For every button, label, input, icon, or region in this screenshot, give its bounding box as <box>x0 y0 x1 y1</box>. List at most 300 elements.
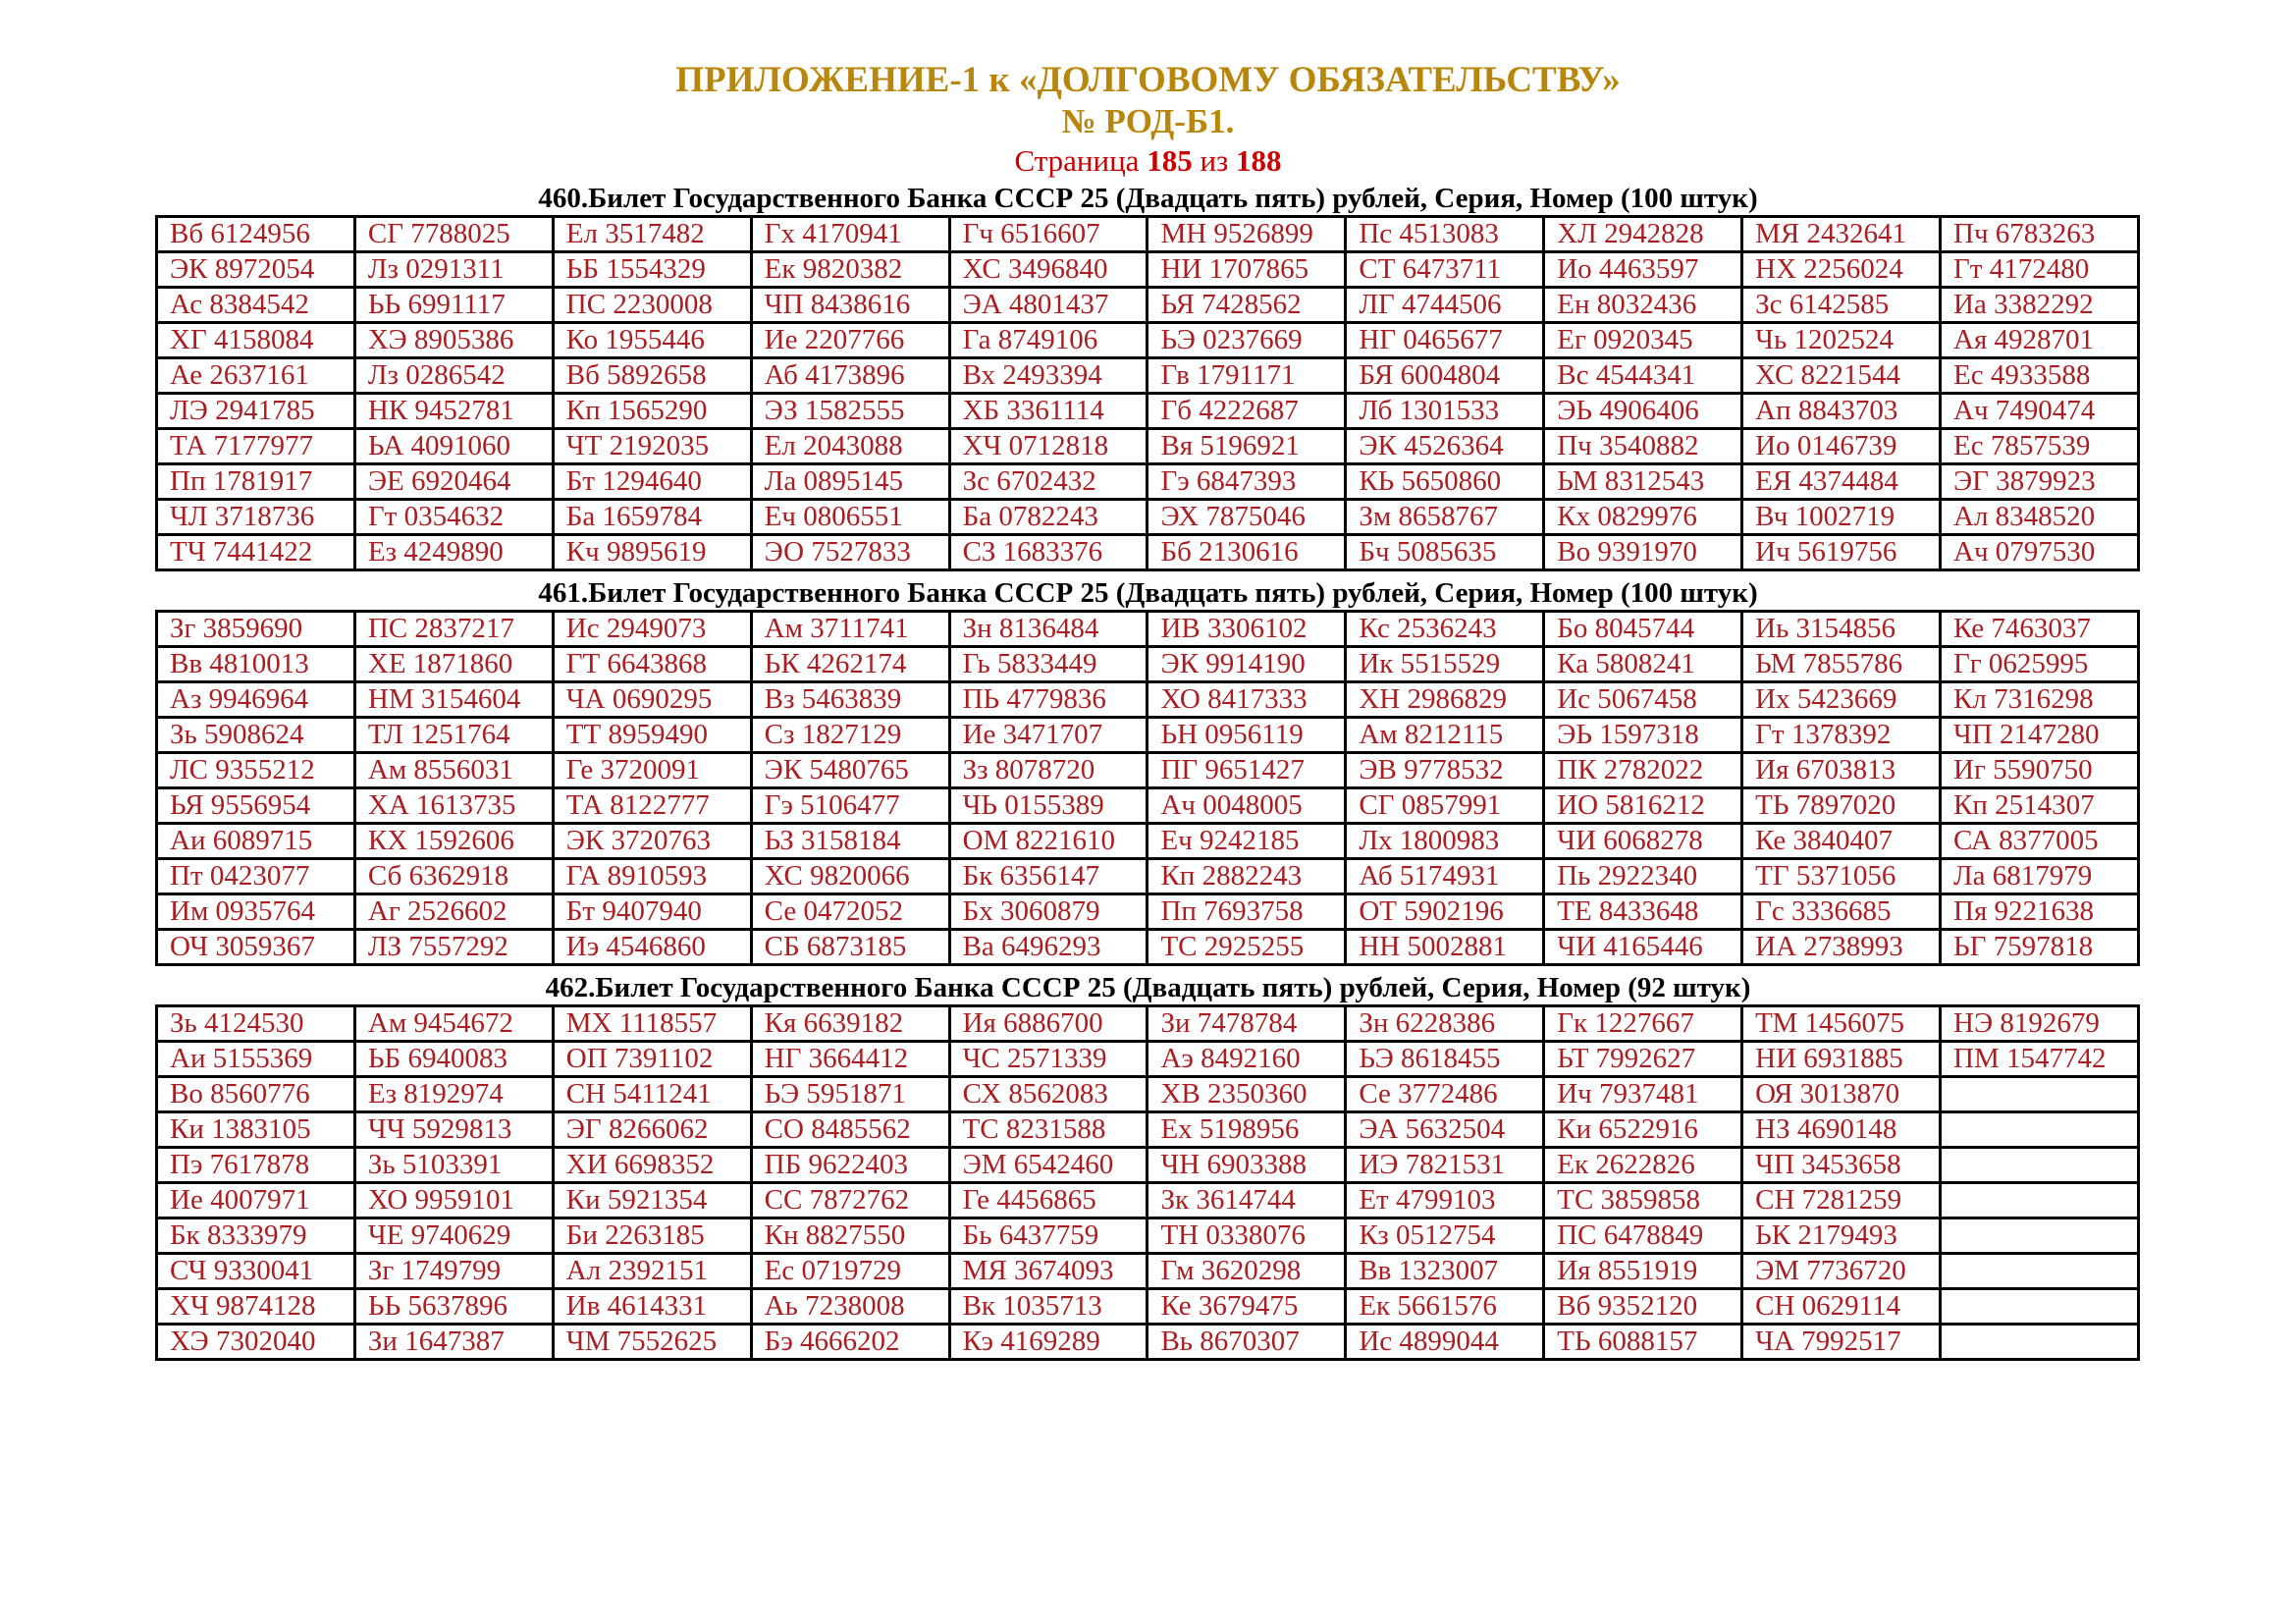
serial-cell: ЬЯ 7428562 <box>1148 288 1346 323</box>
serial-cell: Ис 2949073 <box>553 612 751 647</box>
serial-cell <box>1941 1148 2139 1183</box>
serial-cell: Чь 1202524 <box>1742 323 1941 358</box>
table-row <box>157 464 2139 500</box>
serial-cell: ЬЗ 3158184 <box>751 824 949 859</box>
serial-cell: ЭО 7527833 <box>751 535 949 570</box>
serial-cell: Их 5423669 <box>1742 682 1941 718</box>
serial-cell: Зн 6228386 <box>1346 1006 1544 1042</box>
table-row <box>157 1112 2139 1148</box>
serial-cell: Зь 4124530 <box>157 1006 355 1042</box>
serial-cell: Иь 3154856 <box>1742 612 1941 647</box>
serial-cell: Ба 0782243 <box>949 500 1148 535</box>
serial-cell: Вб 5892658 <box>553 358 751 394</box>
serial-cell: ЧЬ 0155389 <box>949 788 1148 824</box>
serial-cell: Ез 4249890 <box>354 535 553 570</box>
serial-cell: Се 3772486 <box>1346 1077 1544 1112</box>
serial-cell: Ас 8384542 <box>157 288 355 323</box>
serial-cell: Ич 5619756 <box>1742 535 1941 570</box>
serial-cell: Во 9391970 <box>1544 535 1742 570</box>
section-460 <box>0 183 2296 571</box>
serial-cell: ЧЛ 3718736 <box>157 500 355 535</box>
serial-cell: Ач 7490474 <box>1941 394 2139 429</box>
serial-cell: НМ 3154604 <box>354 682 553 718</box>
serial-cell: ЧП 2147280 <box>1941 718 2139 753</box>
serial-cell: ХЕ 1871860 <box>354 647 553 682</box>
table-row <box>157 217 2139 252</box>
serial-cell: Ие 4007971 <box>157 1183 355 1218</box>
serial-cell: Ал 8348520 <box>1941 500 2139 535</box>
serial-cell: Зк 3614744 <box>1148 1183 1346 1218</box>
table-row <box>157 358 2139 394</box>
serial-cell: ХО 8417333 <box>1148 682 1346 718</box>
serial-cell: ПС 2230008 <box>553 288 751 323</box>
serial-cell: ЭЬ 4906406 <box>1544 394 1742 429</box>
serial-cell: Гг 0625995 <box>1941 647 2139 682</box>
serial-cell: ХЭ 8905386 <box>354 323 553 358</box>
serial-cell: МЯ 3674093 <box>949 1254 1148 1289</box>
serial-cell: Зз 8078720 <box>949 753 1148 788</box>
serial-cell: ПГ 9651427 <box>1148 753 1346 788</box>
serial-cell: Вв 4810013 <box>157 647 355 682</box>
serial-cell: СО 8485562 <box>751 1112 949 1148</box>
serial-cell <box>1941 1254 2139 1289</box>
serial-cell: Зс 6142585 <box>1742 288 1941 323</box>
serial-cell: Иг 5590750 <box>1941 753 2139 788</box>
serial-cell: Лх 1800983 <box>1346 824 1544 859</box>
serial-cell: Ач 0048005 <box>1148 788 1346 824</box>
serial-cell: Зи 7478784 <box>1148 1006 1346 1042</box>
serial-cell: Гэ 6847393 <box>1148 464 1346 500</box>
serial-cell: СН 0629114 <box>1742 1289 1941 1325</box>
serial-cell: ЬМ 7855786 <box>1742 647 1941 682</box>
section-title-462: 462.Билет Государственного Банка СССР 25 (Двадцать пять) рублей, Серия, Номер (92 штук) <box>545 972 1751 1003</box>
serial-cell: ИЭ 7821531 <box>1346 1148 1544 1183</box>
serial-cell: ХВ 2350360 <box>1148 1077 1346 1112</box>
table-row <box>157 930 2139 965</box>
serial-cell: Кя 6639182 <box>751 1006 949 1042</box>
serial-cell: ЭМ 7736720 <box>1742 1254 1941 1289</box>
serial-cell: Бк 6356147 <box>949 859 1148 894</box>
serial-cell: ЬН 0956119 <box>1148 718 1346 753</box>
serial-cell: Зь 5103391 <box>354 1148 553 1183</box>
serial-cell: Зь 5908624 <box>157 718 355 753</box>
serial-cell: ОМ 8221610 <box>949 824 1148 859</box>
serial-cell: ЬМ 8312543 <box>1544 464 1742 500</box>
serial-cell: Ба 1659784 <box>553 500 751 535</box>
serial-cell: Пп 1781917 <box>157 464 355 500</box>
serial-cell: ЭГ 8266062 <box>553 1112 751 1148</box>
serial-cell: Ех 5198956 <box>1148 1112 1346 1148</box>
serial-cell: Бт 9407940 <box>553 894 751 930</box>
serial-cell <box>1941 1112 2139 1148</box>
table-row <box>157 824 2139 859</box>
serial-cell: СЗ 1683376 <box>949 535 1148 570</box>
serial-cell: Пч 3540882 <box>1544 429 1742 464</box>
serial-cell: ХГ 4158084 <box>157 323 355 358</box>
serial-cell: ОЯ 3013870 <box>1742 1077 1941 1112</box>
serial-cell: Ко 1955446 <box>553 323 751 358</box>
serial-cell: Вс 4544341 <box>1544 358 1742 394</box>
serial-cell: Га 8749106 <box>949 323 1148 358</box>
serial-cell: Ек 2622826 <box>1544 1148 1742 1183</box>
serial-cell: Ич 7937481 <box>1544 1077 1742 1112</box>
serial-cell: СН 5411241 <box>553 1077 751 1112</box>
serial-cell: СТ 6473711 <box>1346 252 1544 288</box>
serial-cell: Ам 9454672 <box>354 1006 553 1042</box>
serial-cell <box>1941 1289 2139 1325</box>
serial-cell: Аи 5155369 <box>157 1042 355 1077</box>
serial-cell: ПС 6478849 <box>1544 1218 1742 1254</box>
table-row <box>157 718 2139 753</box>
serial-cell: НГ 0465677 <box>1346 323 1544 358</box>
serial-cell: ЭЕ 6920464 <box>354 464 553 500</box>
serial-cell: Вя 5196921 <box>1148 429 1346 464</box>
serial-cell: ЭА 5632504 <box>1346 1112 1544 1148</box>
serial-cell: ТН 0338076 <box>1148 1218 1346 1254</box>
serial-cell: Кч 9895619 <box>553 535 751 570</box>
serial-cell: ЭМ 6542460 <box>949 1148 1148 1183</box>
serial-cell: Ие 2207766 <box>751 323 949 358</box>
serial-cell: ЬЯ 9556954 <box>157 788 355 824</box>
serial-cell: ОП 7391102 <box>553 1042 751 1077</box>
serial-cell: Пт 0423077 <box>157 859 355 894</box>
serial-cell: ЧА 7992517 <box>1742 1325 1941 1360</box>
serial-cell: ТТ 8959490 <box>553 718 751 753</box>
serial-cell: Кэ 4169289 <box>949 1325 1148 1360</box>
serial-cell: ХС 8221544 <box>1742 358 1941 394</box>
serial-cell: Вв 1323007 <box>1346 1254 1544 1289</box>
table-row <box>157 288 2139 323</box>
serial-cell: Иа 3382292 <box>1941 288 2139 323</box>
page-indicator-separator: из <box>1200 143 1229 178</box>
serial-cell: Вч 1002719 <box>1742 500 1941 535</box>
table-row <box>157 1148 2139 1183</box>
serial-cell: Гт 1378392 <box>1742 718 1941 753</box>
serial-cell: ЧИ 6068278 <box>1544 824 1742 859</box>
serial-cell: Бб 2130616 <box>1148 535 1346 570</box>
table-row <box>157 1006 2139 1042</box>
serial-cell: ХЛ 2942828 <box>1544 217 1742 252</box>
serial-cell: ЬЭ 8618455 <box>1346 1042 1544 1077</box>
serial-cell: ЭК 9914190 <box>1148 647 1346 682</box>
serial-cell: Еч 0806551 <box>751 500 949 535</box>
serial-cell: Ио 0146739 <box>1742 429 1941 464</box>
serial-cell: Ла 6817979 <box>1941 859 2139 894</box>
serial-cell: ЬГ 7597818 <box>1941 930 2139 965</box>
serial-cell: Иэ 4546860 <box>553 930 751 965</box>
serial-cell: Кх 0829976 <box>1544 500 1742 535</box>
serial-cell: Бь 6437759 <box>949 1218 1148 1254</box>
serial-cell: ПК 2782022 <box>1544 753 1742 788</box>
serial-cell: ЬЬ 6991117 <box>354 288 553 323</box>
serial-cell: Ес 4933588 <box>1941 358 2139 394</box>
serial-cell: Ек 5661576 <box>1346 1289 1544 1325</box>
serial-cell: ТГ 5371056 <box>1742 859 1941 894</box>
serial-cell: Гт 0354632 <box>354 500 553 535</box>
document-title: ПРИЛОЖЕНИЕ-1 к «ДОЛГОВОМУ ОБЯЗАТЕЛЬСТВУ» <box>675 60 1621 100</box>
serial-cell: Гс 3336685 <box>1742 894 1941 930</box>
serial-cell: Ек 9820382 <box>751 252 949 288</box>
serial-cell: МХ 1118557 <box>553 1006 751 1042</box>
serial-cell: ТС 2925255 <box>1148 930 1346 965</box>
serial-cell: ЧИ 4165446 <box>1544 930 1742 965</box>
table-row <box>157 1254 2139 1289</box>
serial-cell: СГ 0857991 <box>1346 788 1544 824</box>
serial-cell: Бэ 4666202 <box>751 1325 949 1360</box>
serial-cell: Вь 8670307 <box>1148 1325 1346 1360</box>
serial-cell: Кл 7316298 <box>1941 682 2139 718</box>
serial-cell <box>1941 1218 2139 1254</box>
table-row <box>157 252 2139 288</box>
serial-cell: Лз 0291311 <box>354 252 553 288</box>
table-row <box>157 535 2139 570</box>
serial-cell: ЬК 4262174 <box>751 647 949 682</box>
serial-cell: Гэ 5106477 <box>751 788 949 824</box>
serial-cell: НИ 1707865 <box>1148 252 1346 288</box>
serial-cell: МЯ 2432641 <box>1742 217 1941 252</box>
serial-cell: Ки 5921354 <box>553 1183 751 1218</box>
serial-cell: КЬ 5650860 <box>1346 464 1544 500</box>
serial-cell: Бо 8045744 <box>1544 612 1742 647</box>
serial-cell: Ап 8843703 <box>1742 394 1941 429</box>
serial-cell: Ег 0920345 <box>1544 323 1742 358</box>
serial-cell: ЕЯ 4374484 <box>1742 464 1941 500</box>
serial-cell: Зг 3859690 <box>157 612 355 647</box>
serial-cell: Ио 4463597 <box>1544 252 1742 288</box>
serial-cell: КХ 1592606 <box>354 824 553 859</box>
serial-cell: ЛЗ 7557292 <box>354 930 553 965</box>
serial-cell: ЛЭ 2941785 <box>157 394 355 429</box>
serial-cell: ЧП 3453658 <box>1742 1148 1941 1183</box>
serial-cell: ХЧ 0712818 <box>949 429 1148 464</box>
serial-cell: Зм 8658767 <box>1346 500 1544 535</box>
serial-cell: Им 0935764 <box>157 894 355 930</box>
document-subtitle: № РОД-Б1. <box>1061 102 1235 140</box>
page-current-number: 185 <box>1147 143 1193 178</box>
serial-cell: Ик 5515529 <box>1346 647 1544 682</box>
serial-cell: ЧА 0690295 <box>553 682 751 718</box>
serial-cell: ХА 1613735 <box>354 788 553 824</box>
serial-cell: СН 7281259 <box>1742 1183 1941 1218</box>
serial-cell: СС 7872762 <box>751 1183 949 1218</box>
serial-cell: ТС 3859858 <box>1544 1183 1742 1218</box>
serial-cell: Бк 8333979 <box>157 1218 355 1254</box>
table-row <box>157 1077 2139 1112</box>
table-row <box>157 1289 2139 1325</box>
serial-cell: Ам 8556031 <box>354 753 553 788</box>
table-row <box>157 1218 2139 1254</box>
serial-cell: ЛГ 4744506 <box>1346 288 1544 323</box>
section-461 <box>0 577 2296 966</box>
serial-cell: ЭХ 7875046 <box>1148 500 1346 535</box>
section-462 <box>0 972 2296 1361</box>
serial-cell: ЧС 2571339 <box>949 1042 1148 1077</box>
serial-cell: ЧЕ 9740629 <box>354 1218 553 1254</box>
serial-cell: ЭГ 3879923 <box>1941 464 2139 500</box>
serial-cell: ЧМ 7552625 <box>553 1325 751 1360</box>
serial-cell: Лз 0286542 <box>354 358 553 394</box>
serial-cell: МН 9526899 <box>1148 217 1346 252</box>
serial-cell: Ив 4614331 <box>553 1289 751 1325</box>
serial-cell: Ам 8212115 <box>1346 718 1544 753</box>
serial-cell: ХЭ 7302040 <box>157 1325 355 1360</box>
serial-cell: Ес 0719729 <box>751 1254 949 1289</box>
serial-cell: Гх 4170941 <box>751 217 949 252</box>
page-total-number: 188 <box>1236 143 1282 178</box>
serial-cell: ЧН 6903388 <box>1148 1148 1346 1183</box>
serial-cell: НЭ 8192679 <box>1941 1006 2139 1042</box>
serial-cell: НН 5002881 <box>1346 930 1544 965</box>
serial-cell: Ие 3471707 <box>949 718 1148 753</box>
serial-table-460 <box>155 215 2140 571</box>
serial-cell: Ки 1383105 <box>157 1112 355 1148</box>
serial-cell: ТС 8231588 <box>949 1112 1148 1148</box>
serial-cell: ИО 5816212 <box>1544 788 1742 824</box>
serial-cell <box>1941 1325 2139 1360</box>
serial-cell <box>1941 1077 2139 1112</box>
serial-cell: ХС 3496840 <box>949 252 1148 288</box>
serial-cell: Ия 8551919 <box>1544 1254 1742 1289</box>
serial-cell: Ез 8192974 <box>354 1077 553 1112</box>
serial-cell: ОЧ 3059367 <box>157 930 355 965</box>
table-row <box>157 788 2139 824</box>
serial-cell: ЭК 4526364 <box>1346 429 1544 464</box>
serial-cell: Ге 4456865 <box>949 1183 1148 1218</box>
serial-cell: ЭК 5480765 <box>751 753 949 788</box>
serial-cell: Бч 5085635 <box>1346 535 1544 570</box>
table-row <box>157 1042 2139 1077</box>
serial-cell: ГА 8910593 <box>553 859 751 894</box>
serial-cell: Аэ 8492160 <box>1148 1042 1346 1077</box>
serial-table-461 <box>155 610 2140 966</box>
serial-cell: Ет 4799103 <box>1346 1183 1544 1218</box>
serial-cell: Бх 3060879 <box>949 894 1148 930</box>
serial-cell: Ач 0797530 <box>1941 535 2139 570</box>
serial-cell: Гб 4222687 <box>1148 394 1346 429</box>
serial-cell: ЭК 3720763 <box>553 824 751 859</box>
serial-cell: НК 9452781 <box>354 394 553 429</box>
serial-cell: Гм 3620298 <box>1148 1254 1346 1289</box>
serial-cell: Гч 6516607 <box>949 217 1148 252</box>
serial-cell: Ел 2043088 <box>751 429 949 464</box>
serial-cell: ТМ 1456075 <box>1742 1006 1941 1042</box>
serial-cell: ГТ 6643868 <box>553 647 751 682</box>
page-indicator <box>0 141 2296 181</box>
serial-cell: ЬЬ 5637896 <box>354 1289 553 1325</box>
serial-cell: Еч 9242185 <box>1148 824 1346 859</box>
serial-cell: Аг 2526602 <box>354 894 553 930</box>
serial-cell: ОТ 5902196 <box>1346 894 1544 930</box>
serial-cell: Ис 5067458 <box>1544 682 1742 718</box>
serial-cell: ТА 7177977 <box>157 429 355 464</box>
serial-cell: ЭВ 9778532 <box>1346 753 1544 788</box>
serial-cell: ПМ 1547742 <box>1941 1042 2139 1077</box>
table-row <box>157 753 2139 788</box>
table-row <box>157 612 2139 647</box>
serial-cell: СЧ 9330041 <box>157 1254 355 1289</box>
serial-cell: ХС 9820066 <box>751 859 949 894</box>
table-row <box>157 859 2139 894</box>
serial-cell: ХН 2986829 <box>1346 682 1544 718</box>
serial-cell: Ва 6496293 <box>949 930 1148 965</box>
serial-cell: Ла 0895145 <box>751 464 949 500</box>
serial-cell: ТЬ 6088157 <box>1544 1325 1742 1360</box>
serial-cell: Ке 3679475 <box>1148 1289 1346 1325</box>
serial-cell: Ае 2637161 <box>157 358 355 394</box>
section-title-460: 460.Билет Государственного Банка СССР 25 (Двадцать пять) рублей, Серия, Номер (100 штук) <box>538 183 1758 214</box>
serial-cell: Се 0472052 <box>751 894 949 930</box>
serial-cell: Ге 3720091 <box>553 753 751 788</box>
serial-cell: Ис 4899044 <box>1346 1325 1544 1360</box>
serial-cell: Ен 8032436 <box>1544 288 1742 323</box>
serial-cell: Пч 6783263 <box>1941 217 2139 252</box>
serial-table-462 <box>155 1004 2140 1361</box>
serial-cell: Пь 2922340 <box>1544 859 1742 894</box>
table-row <box>157 682 2139 718</box>
serial-cell: БЯ 6004804 <box>1346 358 1544 394</box>
serial-cell: СХ 8562083 <box>949 1077 1148 1112</box>
table-row <box>157 647 2139 682</box>
serial-cell: ХЧ 9874128 <box>157 1289 355 1325</box>
table-row <box>157 429 2139 464</box>
table-row <box>157 894 2139 930</box>
serial-cell: Аб 5174931 <box>1346 859 1544 894</box>
serial-cell: Аь 7238008 <box>751 1289 949 1325</box>
serial-cell: Кп 2514307 <box>1941 788 2139 824</box>
serial-cell: Сз 1827129 <box>751 718 949 753</box>
serial-cell: ЬА 4091060 <box>354 429 553 464</box>
serial-cell: Бт 1294640 <box>553 464 751 500</box>
serial-cell: ЧЧ 5929813 <box>354 1112 553 1148</box>
serial-cell: Ке 7463037 <box>1941 612 2139 647</box>
serial-cell: Вз 5463839 <box>751 682 949 718</box>
serial-cell: Пс 4513083 <box>1346 217 1544 252</box>
serial-cell: Гь 5833449 <box>949 647 1148 682</box>
table-row <box>157 1183 2139 1218</box>
serial-cell: ЬЭ 0237669 <box>1148 323 1346 358</box>
serial-cell: ПЬ 4779836 <box>949 682 1148 718</box>
table-row <box>157 500 2139 535</box>
serial-cell: Зс 6702432 <box>949 464 1148 500</box>
serial-cell: Гв 1791171 <box>1148 358 1346 394</box>
serial-cell: ЧТ 2192035 <box>553 429 751 464</box>
serial-cell: Гк 1227667 <box>1544 1006 1742 1042</box>
serial-cell: ХБ 3361114 <box>949 394 1148 429</box>
serial-cell: Ка 5808241 <box>1544 647 1742 682</box>
serial-cell: Зи 1647387 <box>354 1325 553 1360</box>
serial-cell: Вб 6124956 <box>157 217 355 252</box>
serial-cell: Вк 1035713 <box>949 1289 1148 1325</box>
serial-cell: Кп 1565290 <box>553 394 751 429</box>
serial-cell <box>1941 1183 2139 1218</box>
serial-cell: Ке 3840407 <box>1742 824 1941 859</box>
serial-cell: НХ 2256024 <box>1742 252 1941 288</box>
serial-cell: ТЛ 1251764 <box>354 718 553 753</box>
serial-cell: Зг 1749799 <box>354 1254 553 1289</box>
serial-cell: Би 2263185 <box>553 1218 751 1254</box>
serial-cell: ТА 8122777 <box>553 788 751 824</box>
serial-cell: ТЧ 7441422 <box>157 535 355 570</box>
serial-cell: ЭЬ 1597318 <box>1544 718 1742 753</box>
serial-cell: СГ 7788025 <box>354 217 553 252</box>
serial-cell: Аб 4173896 <box>751 358 949 394</box>
section-title-461: 461.Билет Государственного Банка СССР 25 (Двадцать пять) рублей, Серия, Номер (100 штук) <box>538 577 1758 609</box>
serial-cell: ЭА 4801437 <box>949 288 1148 323</box>
serial-cell: ЧП 8438616 <box>751 288 949 323</box>
page-indicator-prefix: Страница <box>1014 143 1140 178</box>
serial-cell: Пэ 7617878 <box>157 1148 355 1183</box>
serial-cell: Кз 0512754 <box>1346 1218 1544 1254</box>
